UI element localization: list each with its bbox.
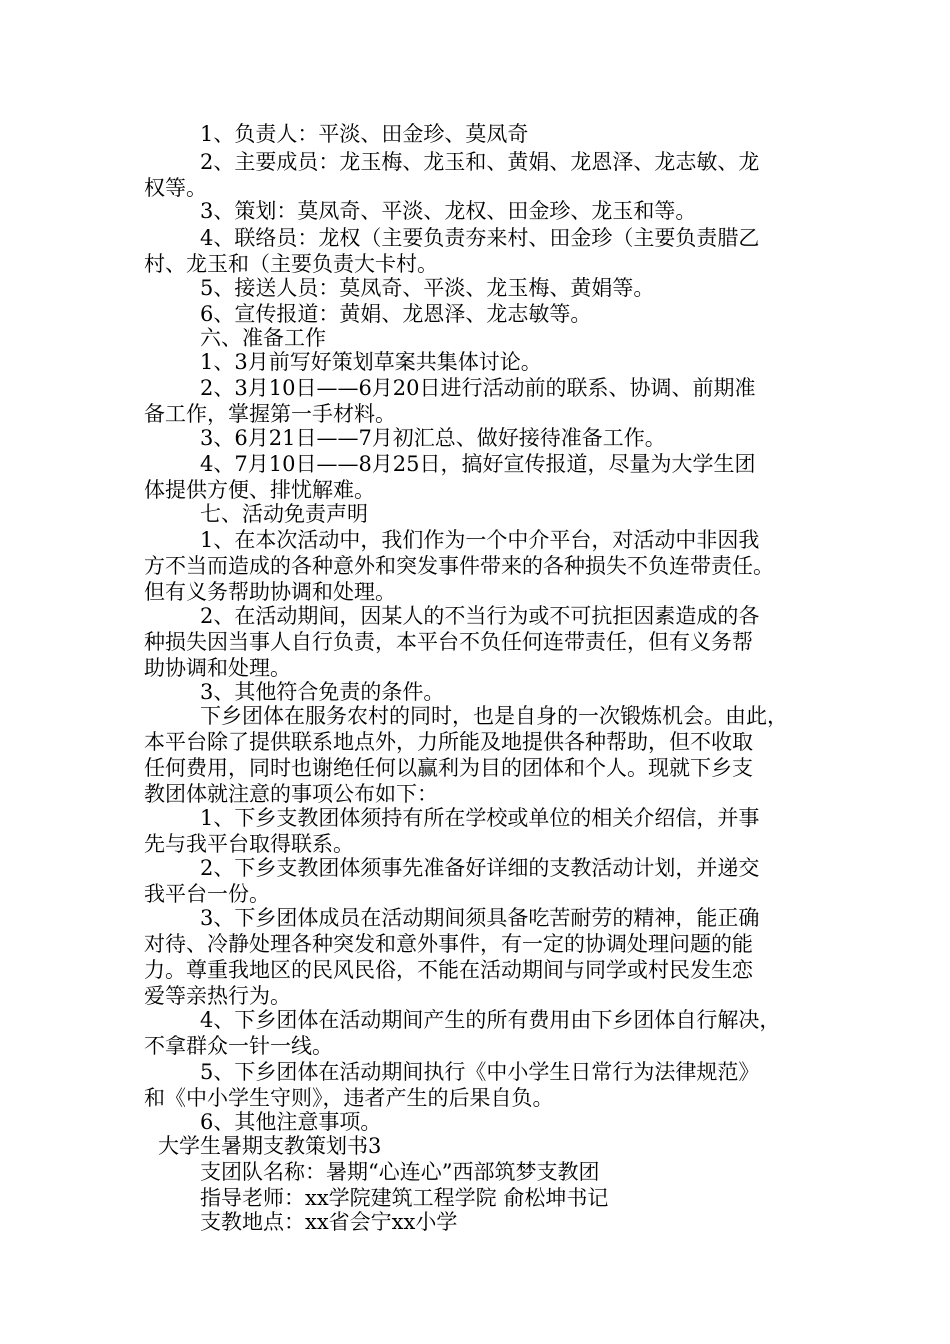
text-line: 助协调和处理。 — [144, 656, 291, 680]
text-line: 6、宣传报道：黄娟、龙恩泽、龙志敏等。 — [200, 302, 592, 326]
text-line: 2、下乡支教团体须事先准备好详细的支教活动计划，并递交 — [200, 856, 760, 880]
text-line: 备工作，掌握第一手材料。 — [144, 402, 396, 426]
text-line: 3、其他符合免责的条件。 — [200, 680, 445, 704]
text-line: 和《中小学生守则》，违者产生的后果自负。 — [144, 1086, 554, 1110]
text-line: 指导老师：xx学院建筑工程学院 俞松坤书记 — [200, 1186, 609, 1210]
text-line: 2、主要成员：龙玉梅、龙玉和、黄娟、龙恩泽、龙志敏、龙 — [200, 150, 760, 174]
text-line: 种损失因当事人自行负责，本平台不负任何连带责任，但有义务帮 — [144, 630, 753, 654]
text-line: 3、策划：莫凤奇、平淡、龙权、田金珍、龙玉和等。 — [200, 199, 697, 223]
text-line: 爱等亲热行为。 — [144, 984, 291, 1008]
text-line: 下乡团体在服务农村的同时，也是自身的一次锻炼机会。由此， — [200, 704, 788, 728]
text-line: 我平台一份。 — [144, 882, 270, 906]
text-line: 5、下乡团体在活动期间执行《中小学生日常行为法律规范》 — [200, 1060, 760, 1084]
text-line: 力。尊重我地区的民风民俗，不能在活动期间与同学或村民发生恋 — [144, 958, 753, 982]
text-line: 1、下乡支教团体须持有所在学校或单位的相关介绍信，并事 — [200, 806, 760, 830]
text-line: 教团体就注意的事项公布如下： — [144, 782, 438, 806]
text-line: 2、在活动期间，因某人的不当行为或不可抗拒因素造成的各 — [200, 604, 760, 628]
text-line: 3、6月21日——7月初汇总、做好接待准备工作。 — [200, 426, 666, 450]
text-line: 先与我平台取得联系。 — [144, 832, 354, 856]
text-line: 5、接送人员：莫凤奇、平淡、龙玉梅、黄娟等。 — [200, 276, 655, 300]
text-line: 1、3月前写好策划草案共集体讨论。 — [200, 350, 542, 374]
text-line: 4、下乡团体在活动期间产生的所有费用由下乡团体自行解决， — [200, 1008, 781, 1032]
text-line: 4、7月10日——8月25日，搞好宣传报道，尽量为大学生团 — [200, 452, 756, 476]
text-line: 1、在本次活动中，我们作为一个中介平台，对活动中非因我 — [200, 528, 760, 552]
text-line: 不拿群众一针一线。 — [144, 1034, 333, 1058]
text-line: 3、下乡团体成员在活动期间须具备吃苦耐劳的精神，能正确 — [200, 906, 760, 930]
text-line: 任何费用，同时也谢绝任何以赢利为目的团体和个人。现就下乡支 — [144, 756, 753, 780]
text-line: 大学生暑期支教策划书3 — [158, 1134, 382, 1158]
text-line: 6、其他注意事项。 — [200, 1110, 382, 1134]
text-line: 支团队名称：暑期“心连心”西部筑梦支教团 — [200, 1160, 600, 1184]
text-line: 七、活动免责声明 — [200, 502, 368, 526]
text-line: 权等。 — [144, 176, 207, 200]
text-line: 2、3月10日——6月20日进行活动前的联系、协调、前期准 — [200, 376, 756, 400]
text-line: 4、联络员：龙权（主要负责夯来村、田金珍（主要负责腊乙 — [200, 226, 760, 250]
text-line: 对待、冷静处理各种突发和意外事件，有一定的协调处理问题的能 — [144, 932, 753, 956]
text-line: 本平台除了提供联系地点外，力所能及地提供各种帮助，但不收取 — [144, 730, 753, 754]
text-line: 1、负责人：平淡、田金珍、莫凤奇 — [200, 122, 529, 146]
text-line: 村、龙玉和（主要负责大卡村。 — [144, 252, 438, 276]
text-line: 但有义务帮助协调和处理。 — [144, 580, 396, 604]
text-line: 支教地点：xx省会宁xx小学 — [200, 1210, 458, 1234]
text-line: 六、准备工作 — [200, 326, 326, 350]
text-line: 体提供方便、排忧解难。 — [144, 478, 375, 502]
text-line: 方不当而造成的各种意外和突发事件带来的各种损失不负连带责任。 — [144, 554, 774, 578]
